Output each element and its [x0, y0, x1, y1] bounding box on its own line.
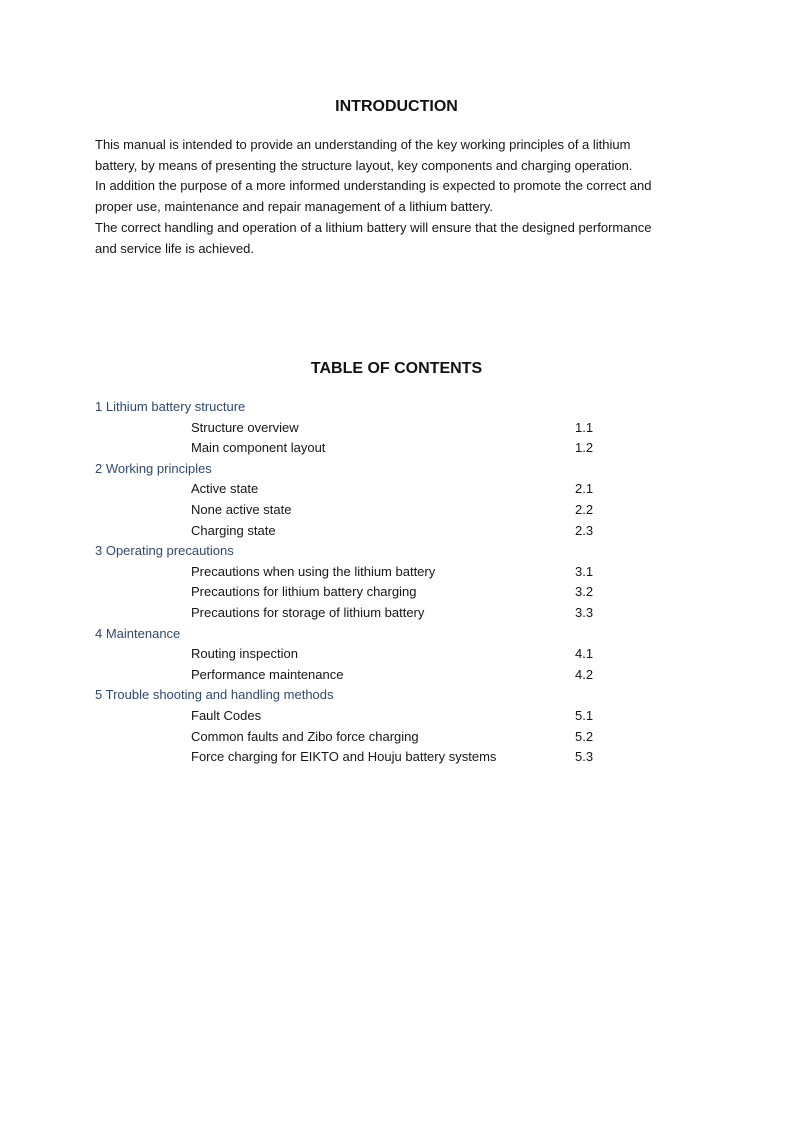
toc-entry-number: 2.2 — [575, 501, 594, 517]
toc-entry-title: Force charging for EIKTO and Houju battery systems — [191, 749, 497, 765]
toc-section-5[interactable]: 5 Trouble shooting and handling methods — [95, 687, 334, 703]
toc-entry-number: 2.3 — [575, 522, 594, 538]
toc-entry-number: 3.3 — [575, 604, 594, 620]
toc-entry[interactable] — [95, 582, 615, 603]
toc-entry-number: 5.2 — [575, 728, 594, 744]
toc-entry-number: 4.1 — [575, 646, 594, 662]
toc-entry[interactable] — [95, 706, 615, 727]
intro-line: This manual is intended to provide an understanding of the key working principles of a lithium — [95, 137, 631, 152]
toc-entry-number: 1.2 — [575, 440, 594, 456]
intro-line: and service life is achieved. — [95, 240, 254, 256]
toc-entry[interactable] — [95, 665, 615, 686]
toc-entry[interactable] — [95, 479, 615, 500]
toc-entry[interactable] — [95, 644, 615, 665]
intro-line: The correct handling and operation of a lithium battery will ensure that the designed performance — [95, 219, 652, 235]
toc-section-4[interactable]: 4 Maintenance — [95, 625, 181, 641]
toc-entry[interactable] — [95, 418, 615, 439]
toc-entry-title: Common faults and Zibo force charging — [191, 728, 419, 744]
toc-entry[interactable] — [95, 500, 615, 521]
intro-line: In addition the purpose of a more informed understanding is expected to promote the correct and — [95, 178, 652, 194]
introduction-body — [95, 135, 705, 259]
toc-entry-title: Structure overview — [191, 419, 299, 435]
toc-entry-number: 1.1 — [575, 419, 594, 435]
toc-entry-title: Precautions for lithium battery charging — [191, 584, 417, 600]
toc-entry[interactable] — [95, 438, 615, 459]
toc-entry-number: 4.2 — [575, 666, 594, 682]
toc-entry-number: 5.3 — [575, 749, 594, 765]
toc-entry-title: Precautions when using the lithium battery — [191, 563, 436, 579]
table-of-contents — [95, 397, 615, 768]
toc-entry-title: None active state — [191, 501, 292, 517]
toc-section-2[interactable]: 2 Working principles — [95, 460, 212, 476]
toc-heading: TABLE OF CONTENTS — [310, 360, 483, 377]
toc-entry-title: Routing inspection — [191, 646, 298, 662]
toc-entry-number: 3.2 — [575, 584, 594, 600]
toc-entry-title: Charging state — [191, 522, 276, 538]
intro-line: battery, by means of presenting the structure layout, key components and charging operation. — [95, 157, 633, 173]
toc-entry-title: Active state — [191, 481, 259, 497]
toc-entry-title: Main component layout — [191, 440, 326, 456]
toc-section-1[interactable]: 1 Lithium battery structure — [95, 399, 246, 414]
toc-entry-number: 5.1 — [575, 707, 594, 723]
intro-line: proper use, maintenance and repair management of a lithium battery. — [95, 199, 493, 215]
introduction-heading: INTRODUCTION — [335, 98, 458, 115]
toc-entry-number: 2.1 — [575, 481, 594, 497]
toc-section-3[interactable]: 3 Operating precautions — [95, 543, 234, 559]
toc-entry-title: Performance maintenance — [191, 666, 344, 682]
toc-entry[interactable] — [95, 521, 615, 542]
toc-entry-title: Precautions for storage of lithium battery — [191, 604, 425, 620]
toc-entry[interactable] — [95, 747, 615, 768]
toc-entry[interactable] — [95, 603, 615, 624]
toc-entry-title: Fault Codes — [191, 707, 262, 723]
toc-entry[interactable] — [95, 727, 615, 748]
toc-entry[interactable] — [95, 562, 615, 583]
toc-entry-number: 3.1 — [575, 563, 594, 579]
